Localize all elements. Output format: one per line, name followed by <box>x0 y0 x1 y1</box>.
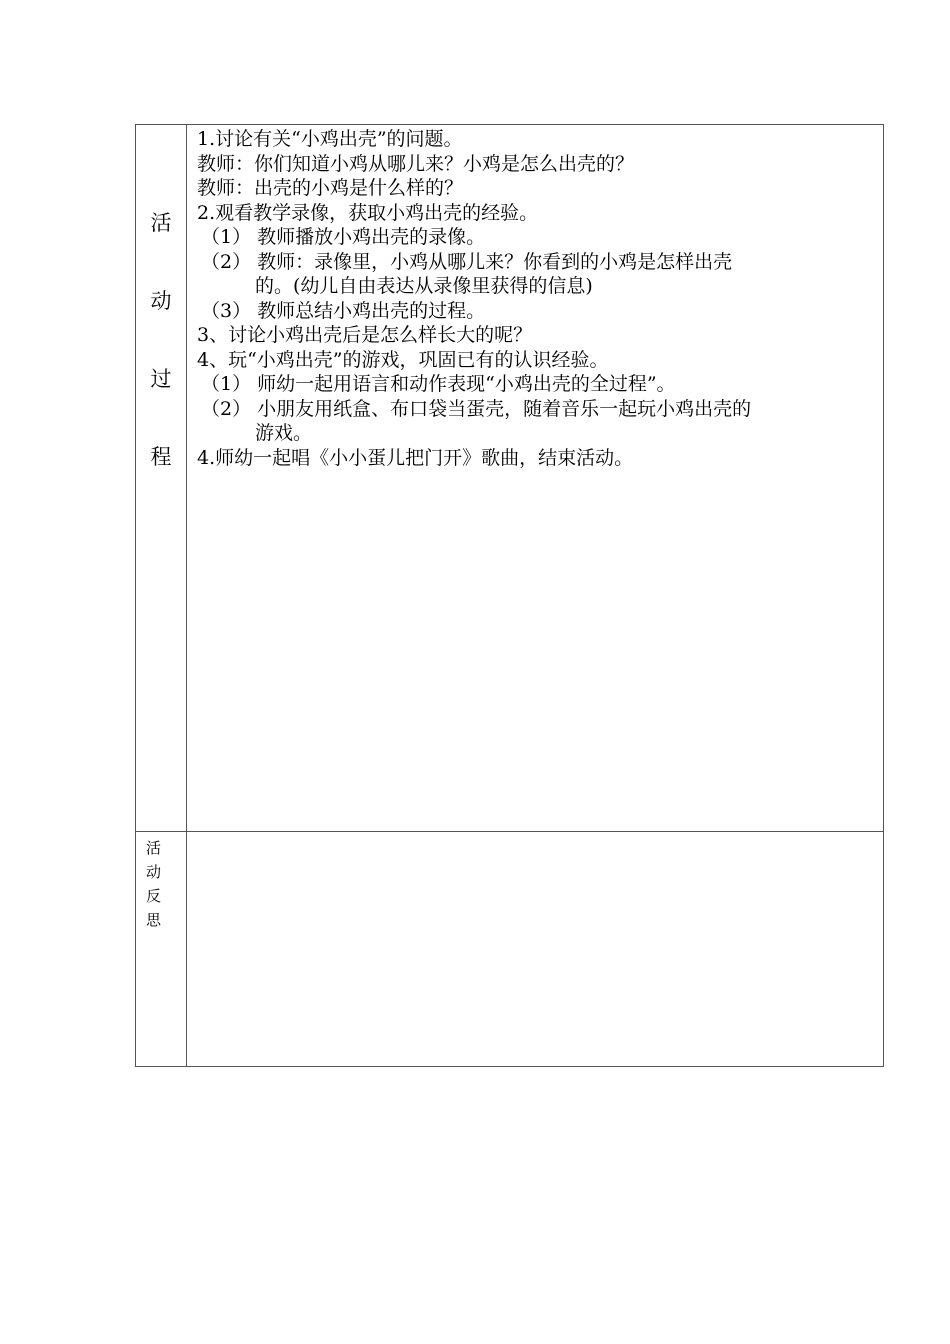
activity-process-row <box>136 125 884 832</box>
step-line: （2） 小朋友用纸盒、布口袋当蛋壳，随着音乐一起玩小鸡出壳的 <box>201 397 752 420</box>
activity-reflection-content <box>187 832 883 834</box>
step-line: 3、讨论小鸡出壳后是怎么样长大的呢？ <box>197 324 533 346</box>
label-char: 动 <box>146 863 162 881</box>
step-line: （1） 教师播放小鸡出壳的录像。 <box>201 226 486 248</box>
step-line-continuation: 游戏。 <box>255 422 313 444</box>
activity-process-content-cell <box>187 125 884 832</box>
activity-process-label-cell <box>136 125 187 832</box>
step-line-continuation: 的。(幼儿自由表达从录像里获得的信息) <box>255 275 593 297</box>
activity-reflection-row <box>136 832 884 1067</box>
activity-reflection-label-cell <box>136 832 187 1067</box>
activity-reflection-content-cell[interactable] <box>187 832 884 1067</box>
label-char: 活 <box>150 211 172 235</box>
lesson-plan-table <box>135 124 884 1067</box>
activity-process-label <box>136 125 186 525</box>
step-line: （1） 师幼一起用语言和动作表现“小鸡出壳的全过程”。 <box>201 373 676 395</box>
step-line: 4.师幼一起唱《小小蛋儿把门开》歌曲，结束活动。 <box>197 446 634 469</box>
label-char: 动 <box>150 289 172 313</box>
step-line: 4、玩“小鸡出壳”的游戏，巩固已有的认识经验。 <box>197 348 609 371</box>
label-char: 反 <box>146 887 162 905</box>
label-char: 思 <box>146 911 162 929</box>
label-char: 活 <box>146 839 162 857</box>
step-line: 教师：你们知道小鸡从哪儿来？小鸡是怎么出壳的？ <box>197 152 635 175</box>
step-line: 1.讨论有关“小鸡出壳”的问题。 <box>197 128 463 150</box>
label-char: 程 <box>150 445 172 469</box>
step-line: 2.观看教学录像，获取小鸡出壳的经验。 <box>197 201 539 224</box>
label-char: 过 <box>150 367 172 391</box>
step-line: （2） 教师：录像里，小鸡从哪儿来？你看到的小鸡是怎样出壳 <box>201 250 733 273</box>
activity-reflection-label <box>136 832 186 932</box>
step-line: 教师：出壳的小鸡是什么样的？ <box>197 177 464 199</box>
step-line: （3） 教师总结小鸡出壳的过程。 <box>201 299 486 322</box>
activity-process-content <box>187 125 883 470</box>
